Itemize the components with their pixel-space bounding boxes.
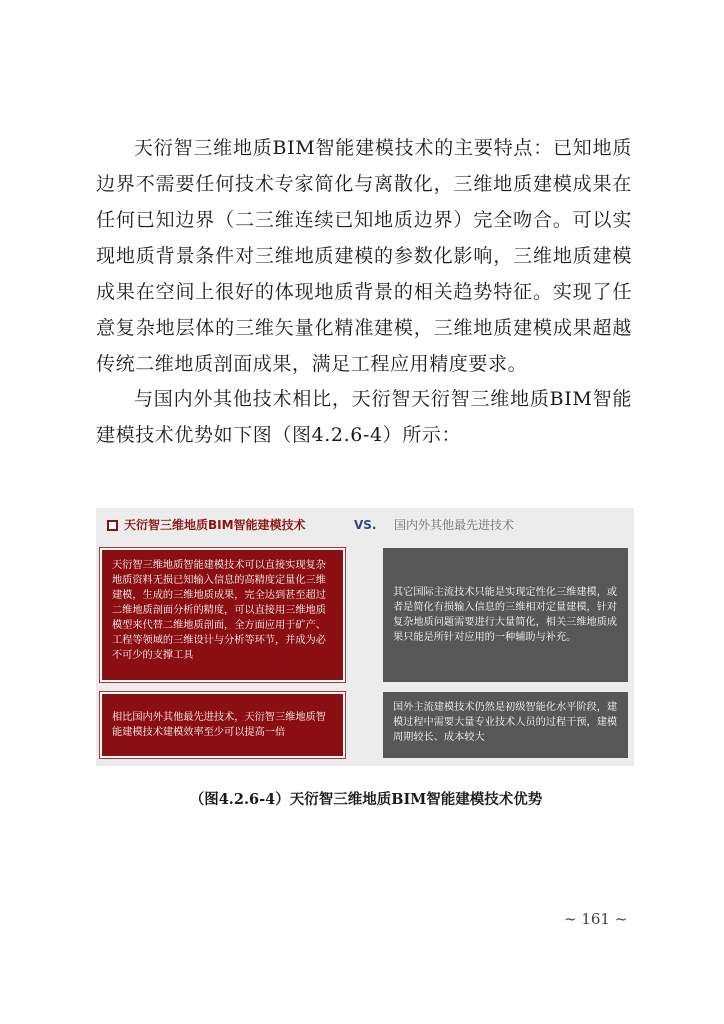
comparison-figure	[96, 508, 634, 766]
header-right-title: 国内外其他最先进技术	[394, 518, 515, 532]
red-box-top	[100, 548, 345, 682]
red-box-bottom	[100, 692, 345, 758]
body-paragraph-2: 与国内外其他技术相比，天衍智天衍智三维地质BIM智能建模技术优势如下图（图4.2.6-4）所示：	[96, 388, 632, 446]
red-box-top-text: 天衍智三维地质智能建模技术可以直接实现复杂地质资料无损已知输入信息的高精度定量化三维建模，生成的三维地质成果，完全达到甚至超过二维地质剖面分析的精度，可以直接用三维地质模型来代替二维地质剖面，全方面应用于矿产、工程等领域的三维设计与分析等环节，并成为必不可少的支撑工具	[112, 560, 326, 661]
body-paragraph-1: 天衍智三维地质BIM智能建模技术的主要特点：已知地质边界不需要任何技术专家简化与离散化，三维地质建模成果在任何已知边界（二三维连续已知地质边界）完全吻合。可以实现地质背景条件对三维地质建模的参数化影响，三维地质建模成果在空间上很好的体现地质背景的相关趋势特征。实现了任意复杂地层体的三维矢量化精准建模，三维地质建模成果超越传统二维地质剖面成果，满足工程应用精度要求。	[96, 137, 632, 375]
page-number: ~ 161 ~	[564, 910, 628, 928]
figure-header	[104, 514, 626, 536]
red-box-bottom-text: 相比国内外其他最先进技术，天衍智三维地质智能建模技术建模效率至少可以提高一倍	[112, 712, 326, 738]
figure-caption: （图4.2.6-4）天衍智三维地质BIM智能建模技术优势	[189, 791, 543, 808]
gray-box-top-text: 其它国际主流技术只能是实现定性化三维建模，或者是简化有损输入信息的三维相对定量建模，针对复杂地质问题需要进行大量简化，相关三维地质成果只能是所针对应用的一种辅助与补充。	[393, 587, 618, 643]
gray-box-bottom	[383, 692, 628, 758]
square-bullet-icon	[107, 520, 118, 531]
gray-box-bottom-text: 国外主流建模技术仍然是初级智能化水平阶段，建模过程中需要大量专业技术人员的过程干预，建模周期较长、成本较大	[393, 702, 618, 743]
header-left-title: 天衍智三维地质BIM智能建模技术	[124, 518, 306, 532]
gray-box-top	[383, 548, 628, 682]
header-vs: VS.	[354, 518, 377, 532]
